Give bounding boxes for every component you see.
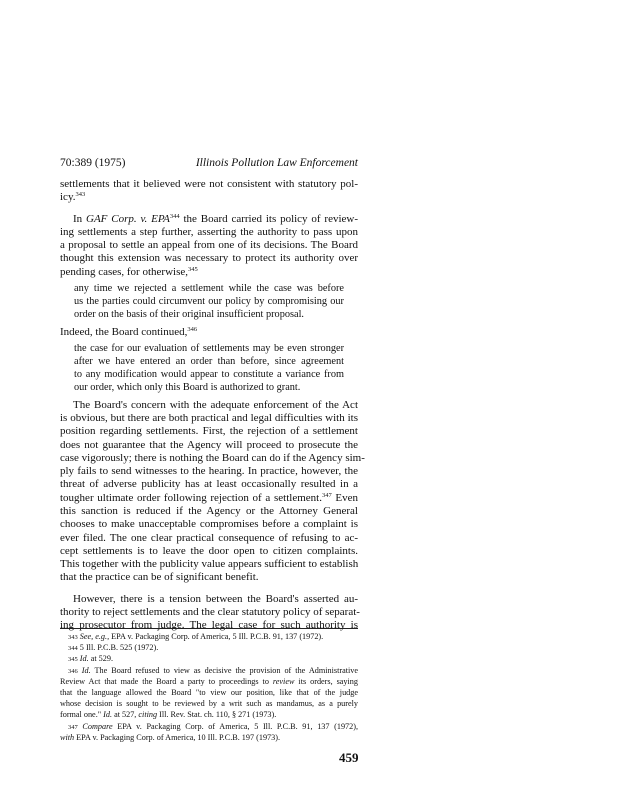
text-line: chooses to make unacceptable compromises before a complaint is [60,518,358,531]
text-line: ply fails to send witnesses to the hearing. In practice, however, the [60,465,358,478]
text-line: 347 Compare EPA v. Packaging Corp. of America, 5 Ill. P.C.B. 91, 137 (1972), [68,721,359,731]
text-line: ing settlements a step further, asserting the authority to pass upon [60,225,358,238]
text-line: The Board's concern with the adequate enforcement of the Act [73,398,358,411]
footnote-reference: 346 [187,325,198,333]
footnote-number: 347 [68,723,78,731]
paragraph [60,178,358,205]
text-line: the case for our evaluation of settlements may be even stronger [74,343,344,355]
text-line: ing prosecutor from judge. The legal case for such authority is [60,619,358,632]
text-line: cept settlements is to leave the door open to citizen complaints. [60,544,358,557]
footnote-reference: 344 [169,212,180,220]
text-line: that the language allowed the Board "to view our position, like that of the judge [60,687,358,697]
footnote [60,631,358,642]
italic-text: GAF Corp. v. EPA [86,212,170,225]
text-line: settlements that it believed were not consistent with statutory pol- [60,178,358,190]
text-line: case vigorously; there is nothing the Board can do if the Agency sim- [60,451,365,464]
footnote-number: 343 [68,634,78,641]
paragraph [60,593,358,633]
footnote-number: 344 [68,645,78,653]
footnote [60,665,358,721]
page-number: 459 [339,750,359,765]
block-quote [60,343,358,395]
paragraph [60,326,358,339]
text-line: formal one." Id. at 527, citing Ill. Rev. Stat. ch. 110, § 271 (1973). [60,710,277,720]
text-line: 345 Id. at 529. [68,654,114,664]
paragraph [60,398,365,585]
text-line: that the practice can be of significant benefit. [60,571,259,584]
text-line: us the parties could circumvent our policy by compromising our [74,295,344,307]
text-line: 344 5 Ill. P.C.B. 525 (1972). [68,643,159,653]
text-line: threat of adverse publicity has at least occasionally resulted in a [60,478,358,491]
text-line: thought this extension was necessary to protect its authority over [60,252,358,265]
text-line: However, there is a tension between the Board's asserted au- [73,592,358,605]
italic-text: citing [138,710,158,720]
text-line: Review Act that made the Board a party to proceedings to review its orders, saying [60,676,358,686]
footnote-number: 345 [68,656,78,664]
text-line: This together with the publicity value appears sufficient to establish [60,558,359,571]
italic-text: with [60,732,75,742]
text-line: position regarding settlements. First, the rejection of a settlement [60,425,358,438]
text-line: tougher ultimate order following rejection of a settlement.$^{347}$ Even [60,491,358,504]
citation: 70:389 (1975) [60,157,126,169]
footnote [60,653,358,664]
text-line: pending cases, for otherwise,$^{345}$ [60,265,198,278]
running-header [60,157,358,169]
text-line: after we have entered an order than before, since agreement [74,355,344,367]
footnote-number: 346 [68,667,78,675]
text-line: ever filed. The one clear practical consequence of refusing to ac- [60,531,358,544]
text-line: icy.$^{343}$ [60,191,86,204]
italic-text: Compare [82,721,113,731]
italic-text: Id. [81,665,91,675]
running-title: Illinois Pollution Law Enforcement [195,157,358,169]
footnotes [60,631,358,743]
text-line: does not guarantee that the Agency will proceed to prosecute the [60,438,358,451]
text-line: with EPA v. Packaging Corp. of America, 10 Ill. P.C.B. 197 (1973). [60,732,280,742]
italic-text: Id. [79,654,89,664]
footnote-reference: 343 [75,191,86,199]
text-line: 343 See, e.g., EPA v. Packaging Corp. of America, 5 Ill. P.C.B. 91, 137 (1972). [68,632,324,641]
footnote-reference: 345 [188,265,198,273]
text-line: any time we rejected a settlement while the case was before [74,283,344,295]
italic-text: review [272,676,295,686]
text-line: is obvious, but there are both practical and legal difficulties with its [60,411,358,424]
footnote-divider [60,628,358,629]
text-line: Indeed, the Board continued,$^{346}$ [60,325,198,338]
text-line: In GAF Corp. v. EPA$^{344}$ the Board carried its policy of review- [73,212,358,225]
paragraph [60,213,358,279]
text-line: a proposal to settle an appeal from one of its decisions. The Board [60,239,358,252]
text-line: order on the basis of their original insufficient proposal. [74,308,305,320]
text-line: to any modification would appear to constitute a variance from [74,368,344,380]
text-line: 346 Id. The Board refused to view as decisive the provision of the Administrative [68,665,358,675]
text-line: our order, which only this Board is authorized to grant. [74,381,301,393]
text-line: whose decision is sought to be reviewed by a writ such as mandamus, as a purely [60,699,358,709]
text-line: thority to reject settlements and the clear statutory policy of separat- [60,606,360,619]
italic-text: Id. [103,710,113,720]
block-quote [60,283,358,322]
body-text [60,178,365,637]
text-line: this sanction is reduced if the Agency or the Attorney General [60,504,358,517]
footnote [60,642,358,653]
footnote-reference: 347 [321,491,332,499]
italic-text: See, e.g., [79,632,110,641]
footnote [60,721,358,743]
